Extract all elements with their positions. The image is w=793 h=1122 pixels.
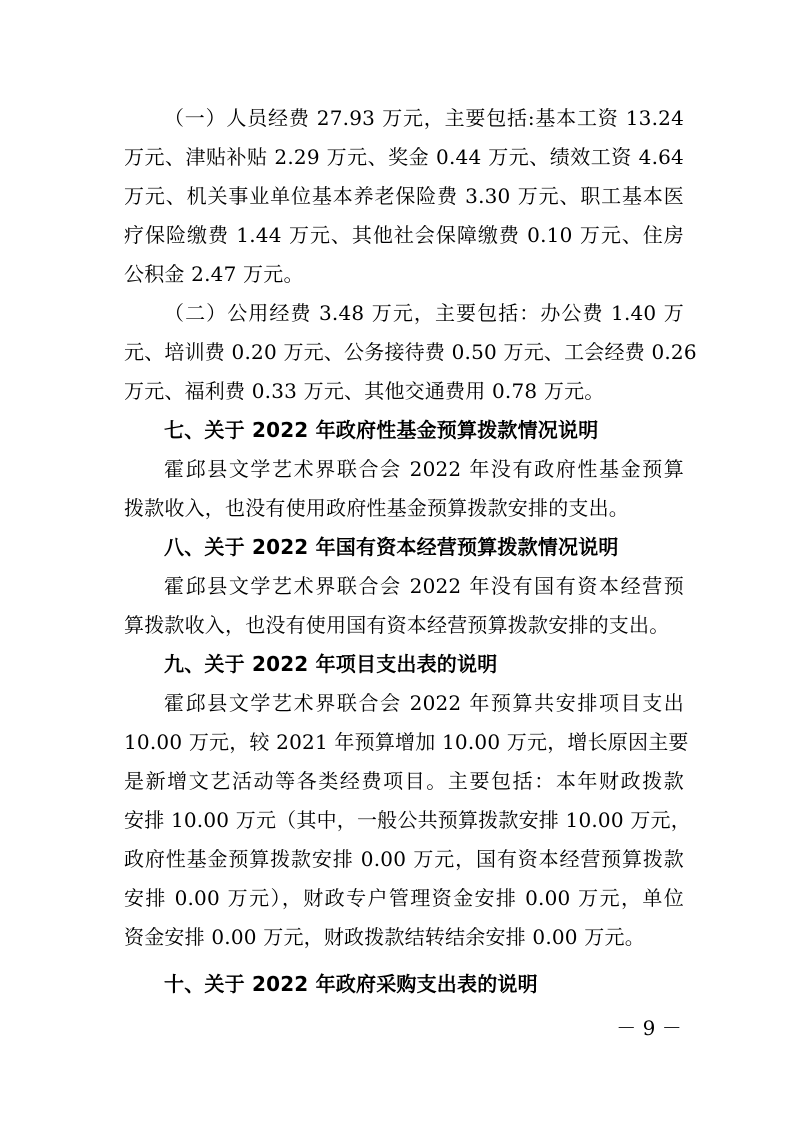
section-9-line-2: 10.00 万元，较 2021 年预算增加 10.00 万元，增长原因主要 [124, 730, 689, 754]
section-7-line-1: 霍邱县文学艺术界联合会 2022 年没有政府性基金预算 [164, 457, 684, 481]
personnel-line-3: 万元、机关事业单位基本养老保险费 3.30 万元、职工基本医 [124, 184, 684, 208]
section-9-line-3: 是新增文艺活动等各类经费项目。主要包括：本年财政拨款 [124, 769, 684, 793]
public-line-2: 元、培训费 0.20 万元、公务接待费 0.50 万元、工会经费 0.26 [124, 340, 697, 364]
section-9-heading: 九、关于 2022 年项目支出表的说明 [164, 652, 498, 676]
public-line-1: （二）公用经费 3.48 万元，主要包括：办公费 1.40 万 [164, 301, 684, 325]
section-8-heading: 八、关于 2022 年国有资本经营预算拨款情况说明 [164, 535, 619, 559]
page-number: － 9 － [616, 1016, 682, 1040]
section-9-line-6: 安排 0.00 万元），财政专户管理资金安排 0.00 万元，单位 [124, 886, 684, 910]
personnel-line-5: 公积金 2.47 万元。 [124, 262, 304, 286]
personnel-line-4: 疗保险缴费 1.44 万元、其他社会保障缴费 0.10 万元、住房 [124, 223, 684, 247]
section-9-line-4: 安排 10.00 万元（其中，一般公共预算拨款安排 10.00 万元， [124, 808, 691, 832]
section-9-line-5: 政府性基金预算拨款安排 0.00 万元，国有资本经营预算拨款 [124, 847, 684, 871]
public-line-3: 万元、福利费 0.33 万元、其他交通费用 0.78 万元。 [124, 379, 605, 403]
section-7-heading: 七、关于 2022 年政府性基金预算拨款情况说明 [164, 418, 599, 442]
personnel-line-1: （一）人员经费 27.93 万元，主要包括:基本工资 13.24 [164, 106, 684, 130]
section-9-line-1: 霍邱县文学艺术界联合会 2022 年预算共安排项目支出 [164, 691, 684, 715]
section-8-line-2: 算拨款收入，也没有使用国有资本经营预算拨款安排的支出。 [124, 613, 670, 637]
section-10-heading: 十、关于 2022 年政府采购支出表的说明 [164, 972, 538, 996]
section-7-line-2: 拨款收入，也没有使用政府性基金预算拨款安排的支出。 [124, 496, 629, 520]
section-9-line-7: 资金安排 0.00 万元，财政拨款结转结余安排 0.00 万元。 [124, 925, 645, 949]
personnel-line-2: 万元、津贴补贴 2.29 万元、奖金 0.44 万元、绩效工资 4.64 [124, 145, 684, 169]
section-8-line-1: 霍邱县文学艺术界联合会 2022 年没有国有资本经营预 [164, 574, 684, 598]
